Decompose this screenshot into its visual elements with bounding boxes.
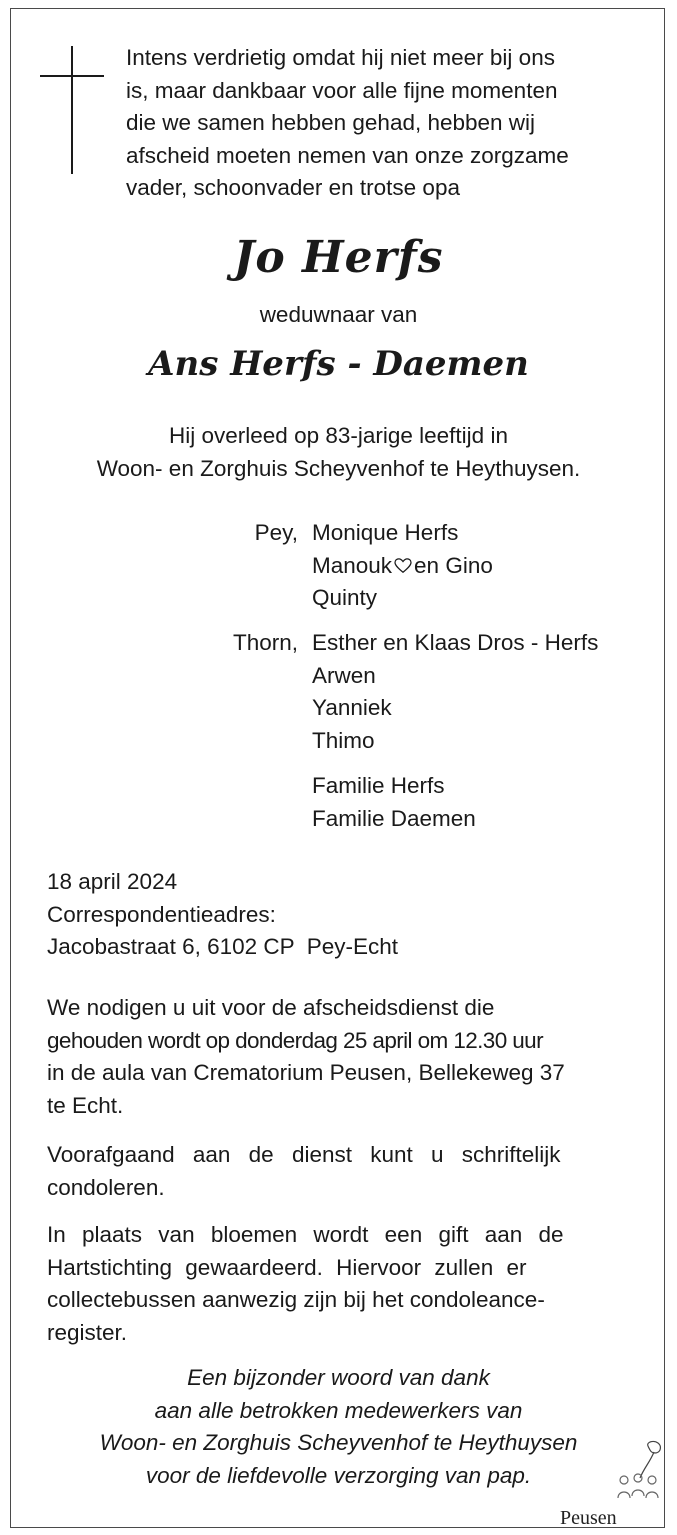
family-names: Monique Herfs Manouk en Gino Quinty bbox=[312, 520, 493, 610]
family-place: Thorn, bbox=[232, 630, 298, 655]
donation-note: In plaats van bloemen wordt een gift aan de Hartstichting gewaardeerd. Hiervoor zullen er collectebussen aanwezig zijn bij het condoleance- register. bbox=[47, 1222, 564, 1345]
condolence-note: Voorafgaand aan de dienst kunt u schriftelijk condoleren. bbox=[47, 1142, 561, 1200]
family-pey bbox=[0, 517, 677, 617]
thank-you-note: Een bijzonder woord van dank aan alle betrokken medewerkers van Woon- en Zorghuis Scheyvenhof te Heythuysen voor de liefdevolle verzorging van pap. bbox=[99, 1365, 578, 1488]
family-names: Esther en Klaas Dros - Herfs Arwen Yanniek Thimo bbox=[312, 630, 599, 753]
peusen-logo-text: Peusen bbox=[560, 1507, 617, 1529]
cross-icon bbox=[40, 46, 104, 174]
family-thorn bbox=[0, 627, 677, 757]
family-place: Pey, bbox=[254, 520, 298, 545]
intro-text: Intens verdrietig omdat hij niet meer bij ons is, maar dankbaar voor alle fijne momenten die we samen hebben gehad, hebben wij afscheid moeten nemen van onze zorgzame vader, schoonvader en trotse opa bbox=[126, 45, 569, 200]
death-notice: Hij overleed op 83-jarige leeftijd in Woon- en Zorghuis Scheyvenhof te Heythuysen. bbox=[96, 423, 581, 481]
deceased-name: Jo Herfs bbox=[233, 232, 444, 283]
peusen-flower-logo-icon bbox=[610, 1438, 666, 1502]
service-invitation: We nodigen u uit voor de afscheidsdienst die gehouden wordt op donderdag 25 april om 12.30 uur in de aula van Crematorium Peusen, Bellekeweg 37 te Echt. bbox=[47, 995, 565, 1118]
correspondence-address: 18 april 2024 Correspondentieadres: Jacobastraat 6, 6102 CP Pey-Echt bbox=[47, 869, 399, 959]
family-other: Familie Herfs Familie Daemen bbox=[312, 773, 476, 831]
relation-label: weduwnaar van bbox=[259, 302, 418, 327]
heart-icon bbox=[394, 558, 412, 574]
partner-name: Ans Herfs - Daemen bbox=[148, 344, 529, 384]
